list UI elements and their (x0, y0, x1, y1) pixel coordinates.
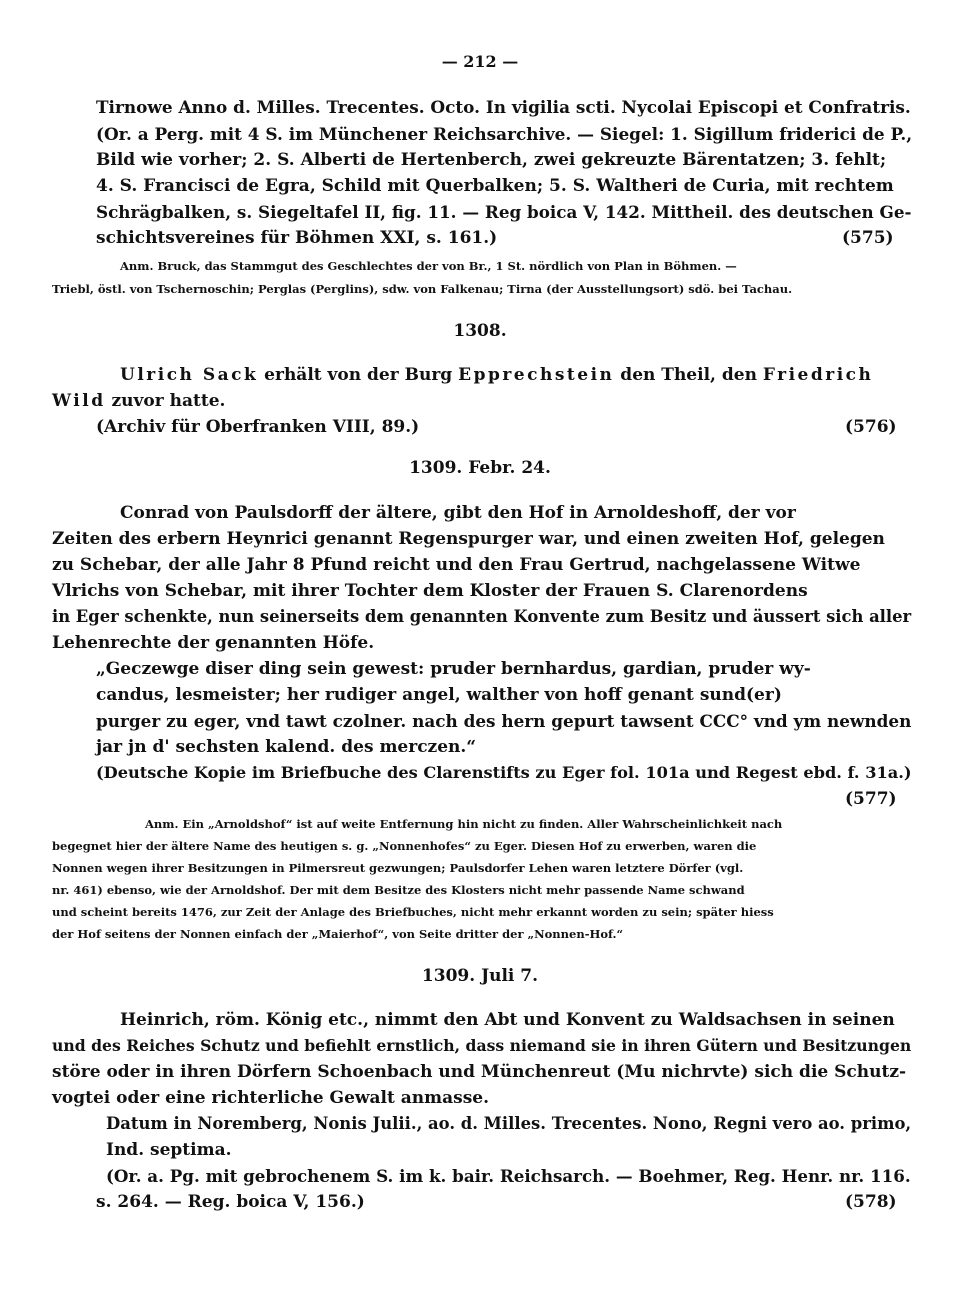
page-number: — 212 — (441, 52, 519, 71)
person-name: Friedrich (762, 365, 874, 385)
annotation-line: Triebl, östl. von Tschernoschin; Perglas (Perglins), sdw. von Falkenau; Tirna (der Ausstellungsort) sdö. bei Tachau. (52, 282, 793, 296)
text-line: Zeiten des erbern Heynrici genannt Regenspurger war, und einen zweiten Hof, gelegen (52, 529, 885, 549)
text-line: Tirnowe Anno d. Milles. Trecentes. Octo. In vigilia scti. Nycolai Episcopi et Confratris. (96, 97, 911, 117)
text-line: störe oder in ihren Dörfern Schoenbach und Münchenreut (Mu nichrvte) sich die Schutz- (52, 1062, 907, 1082)
entry-number: (577) (845, 789, 897, 809)
annotation-line: Anm. Ein „Arnoldshof“ ist auf weite Entfernung hin nicht zu finden. Aller Wahrscheinlichkeit nach (145, 817, 783, 831)
text-line: Bild wie vorher; 2. S. Alberti de Hertenberch, zwei gekreuzte Bärentatzen; 3. fehlt; (96, 150, 887, 170)
text-run: zuvor hatte. (105, 391, 226, 411)
entry-heading: 1309. Febr. 24. (409, 458, 551, 478)
source-citation: (Or. a. Pg. mit gebrochenem S. im k. bair. Reichsarch. — Boehmer, Reg. Henr. nr. 116. (106, 1166, 911, 1186)
text-line: und des Reiches Schutz und befiehlt ernstlich, dass niemand sie in ihren Gütern und Besitzungen (52, 1036, 912, 1055)
annotation-line: und scheint bereits 1476, zur Zeit der Anlage des Briefbuches, nicht mehr erkannt worden zu sein; später hiess (52, 905, 774, 919)
text-run: den Theil, den (614, 365, 763, 385)
text-line (52, 391, 225, 411)
text-line (120, 365, 873, 385)
entry-number: (575) (842, 228, 894, 248)
text-line: Conrad von Paulsdorff der ältere, gibt den Hof in Arnoldeshoff, der vor (120, 503, 796, 523)
text-line: vogtei oder eine richterliche Gewalt anmasse. (52, 1088, 490, 1108)
quote-line: jar jn d' sechsten kalend. des merczen.“ (96, 737, 477, 757)
annotation-line: begegnet hier der ältere Name des heutigen s. g. „Nonnenhofes“ zu Eger. Diesen Hof zu erwerben, waren die (52, 839, 757, 853)
person-name: Ulrich Sack (120, 365, 259, 385)
text-line: zu Schebar, der alle Jahr 8 Pfund reicht und den Frau Gertrud, nachgelassene Witwe (52, 555, 861, 575)
entry-number: (578) (845, 1192, 897, 1212)
text-line: (Or. a Perg. mit 4 S. im Münchener Reichsarchive. — Siegel: 1. Sigillum friderici de P., (96, 124, 913, 144)
text-line: Lehenrechte der genannten Höfe. (52, 633, 375, 653)
entry-heading: 1309. Juli 7. (421, 966, 539, 986)
entry-heading: 1308. (453, 321, 507, 341)
place-name: Epprechstein (458, 365, 615, 385)
text-line: Vlrichs von Schebar, mit ihrer Tochter dem Kloster der Frauen S. Clarenordens (52, 581, 808, 601)
text-line: Heinrich, röm. König etc., nimmt den Abt und Konvent zu Waldsachsen in seinen (120, 1010, 895, 1030)
text-line: Datum in Noremberg, Nonis Julii., ao. d. Milles. Trecentes. Nono, Regni vero ao. primo, (106, 1114, 912, 1133)
text-line: 4. S. Francisci de Egra, Schild mit Querbalken; 5. S. Waltheri de Curia, mit rechtem (96, 176, 894, 196)
annotation-line: Anm. Bruck, das Stammgut des Geschlechtes der von Br., 1 St. nördlich von Plan in Böhmen. — (120, 259, 737, 273)
person-name: Wild (52, 391, 106, 411)
quote-line: candus, lesmeister; her rudiger angel, walther von hoff genant sund(er) (96, 685, 782, 705)
text-run: erhält von der Burg (258, 365, 459, 385)
entry-number: (576) (845, 417, 897, 437)
quote-line: purger zu eger, vnd tawt czolner. nach des hern gepurt tawsent CCC° vnd ym newnden (96, 711, 912, 731)
text-line: schichtsvereines für Böhmen XXI, s. 161.) (96, 228, 498, 248)
annotation-line: Nonnen wegen ihrer Besitzungen in Pilmersreut gezwungen; Paulsdorfer Lehen waren letztere Dörfer (vgl. (52, 861, 744, 875)
source-citation: s. 264. — Reg. boica V, 156.) (96, 1192, 365, 1212)
text-line: Ind. septima. (106, 1140, 232, 1160)
text-line: Schrägbalken, s. Siegeltafel II, fig. 11. — Reg boica V, 142. Mittheil. des deutschen Ge- (96, 202, 912, 222)
source-citation: (Deutsche Kopie im Briefbuche des Clarenstifts zu Eger fol. 101a und Regest ebd. f. 31a.) (96, 763, 912, 782)
annotation-line: nr. 461) ebenso, wie der Arnoldshof. Der mit dem Besitze des Klosters nicht mehr passende Name schwand (52, 883, 745, 897)
annotation-line: der Hof seitens der Nonnen einfach der „Maierhof“, von Seite dritter der „Nonnen-Hof.“ (52, 927, 624, 941)
text-line: in Eger schenkte, nun seinerseits dem genannten Konvente zum Besitz und äussert sich aller (52, 607, 912, 626)
source-citation: (Archiv für Oberfranken VIII, 89.) (96, 417, 420, 437)
quote-line: „Geczewge diser ding sein gewest: pruder bernhardus, gardian, pruder wy- (96, 659, 811, 679)
